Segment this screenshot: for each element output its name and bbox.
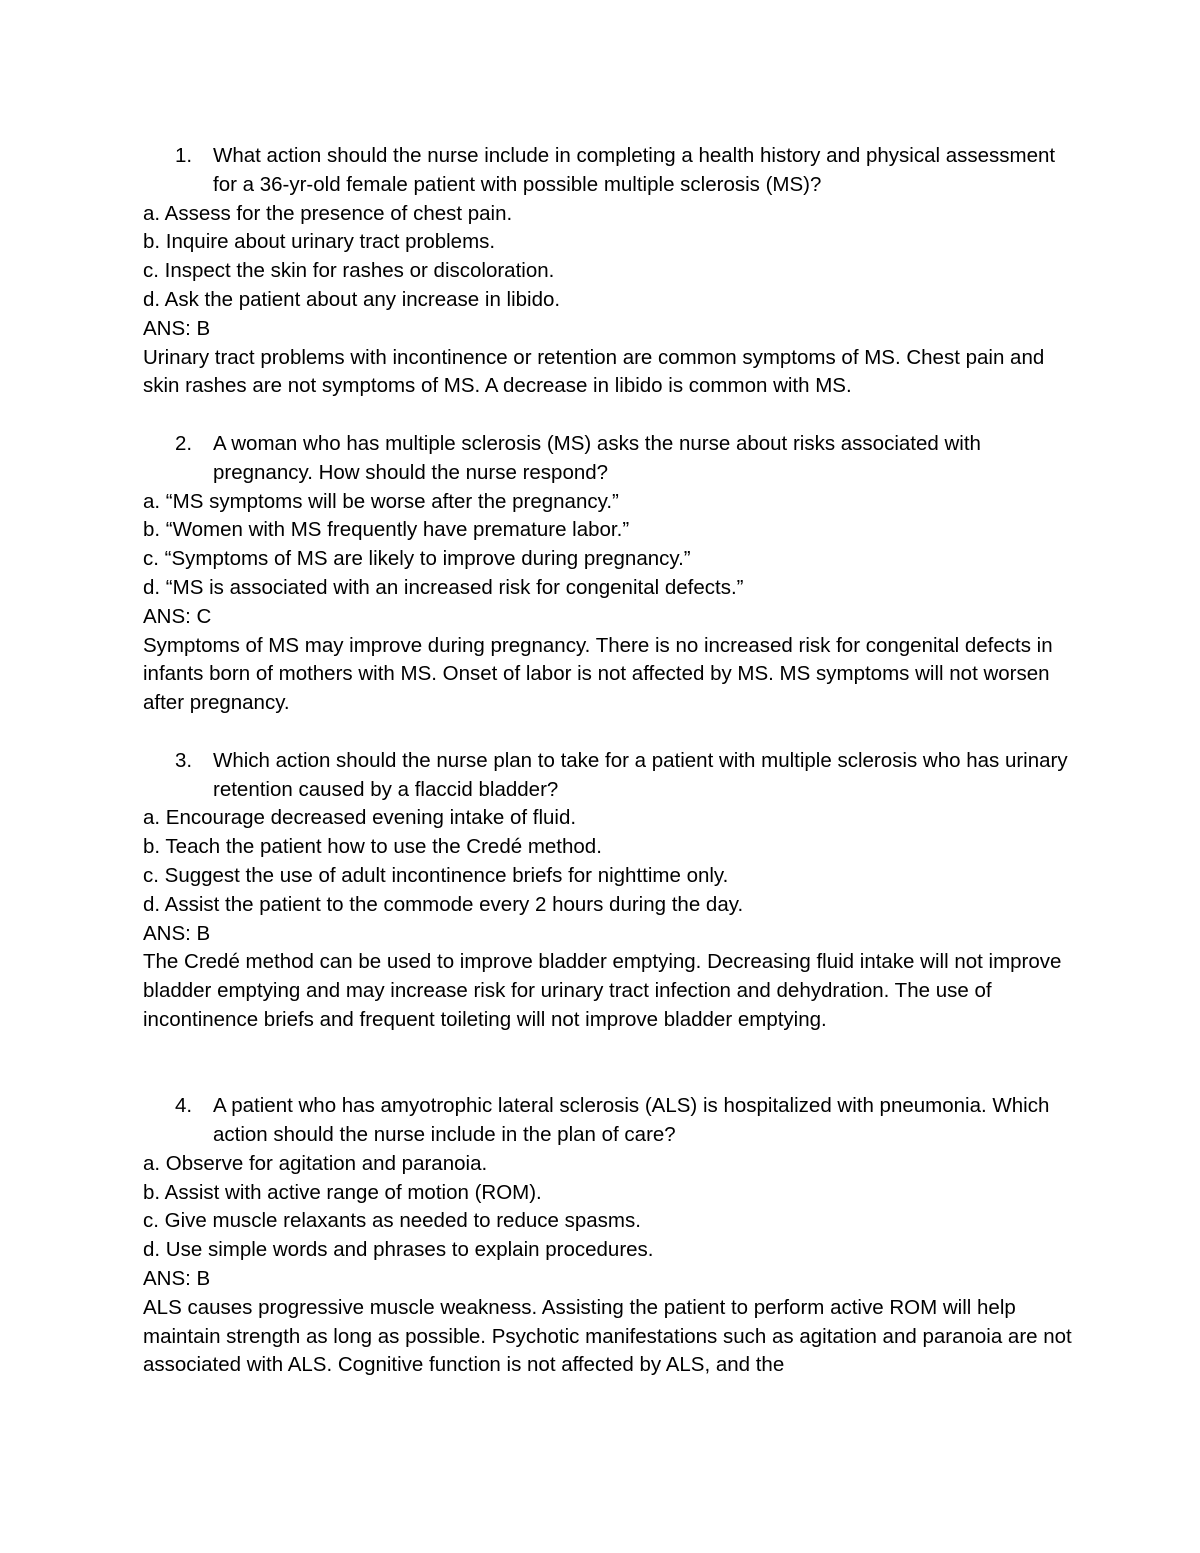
question-number: 4. <box>175 1094 193 1118</box>
question-number: 1. <box>175 144 193 167</box>
answer-key: ANS: C <box>143 604 212 628</box>
answer-key: ANS: B <box>143 1267 211 1291</box>
option-d: d. “MS is associated with an increased risk for congenital defects.” <box>143 575 744 599</box>
question-stem <box>175 747 1073 805</box>
question-stem <box>175 1092 1073 1150</box>
option-a: a. Observe for agitation and paranoia. <box>143 1151 488 1175</box>
question-text: A patient who has amyotrophic lateral sclerosis (ALS) is hospitalized with pneumonia. Which action should the nurse include in the plan of care? <box>213 1094 1050 1147</box>
document-body <box>143 142 1073 1380</box>
question-number: 3. <box>175 748 193 772</box>
question-text: What action should the nurse include in completing a health history and physical assessment for a 36-yr-old female patient with possible multiple sclerosis (MS)? <box>213 144 1056 196</box>
option-b: b. Inquire about urinary tract problems. <box>143 230 496 254</box>
question-block-4 <box>143 1092 1073 1380</box>
question-block-1 <box>143 142 1073 401</box>
question-block-3 <box>143 747 1073 1035</box>
spacer <box>143 401 1073 430</box>
option-d: d. Ask the patient about any increase in libido. <box>143 287 561 311</box>
question-text: A woman who has multiple sclerosis (MS) asks the nurse about risks associated with pregnancy. How should the nurse respond? <box>213 431 981 484</box>
option-a: a. Assess for the presence of chest pain. <box>143 201 513 225</box>
spacer <box>143 718 1073 747</box>
answer-key: ANS: B <box>143 921 211 945</box>
option-a: a. “MS symptoms will be worse after the pregnancy.” <box>143 489 619 513</box>
question-text: Which action should the nurse plan to take for a patient with multiple sclerosis who has urinary retention caused by a flaccid bladder? <box>213 748 1068 801</box>
option-d: d. Assist the patient to the commode every 2 hours during the day. <box>143 892 744 916</box>
rationale: Urinary tract problems with incontinence or retention are common symptoms of MS. Chest pain and skin rashes are not symptoms of MS. A decrease in libido is common with MS. <box>143 345 1045 398</box>
question-stem <box>175 142 1073 200</box>
question-number: 2. <box>175 431 193 455</box>
rationale: The Credé method can be used to improve bladder emptying. Decreasing fluid intake will not improve bladder emptying and may increase risk for urinary tract infection and dehydration. The use of incontinence briefs and frequent toileting will not improve bladder emptying. <box>143 950 1062 1031</box>
option-c: c. Inspect the skin for rashes or discoloration. <box>143 259 555 283</box>
option-b: b. Teach the patient how to use the Credé method. <box>143 835 602 859</box>
option-b: b. “Women with MS frequently have premature labor.” <box>143 518 630 542</box>
option-c: c. “Symptoms of MS are likely to improve during pregnancy.” <box>143 547 691 571</box>
rationale: ALS causes progressive muscle weakness. Assisting the patient to perform active ROM will help maintain strength as long as possible. Psychotic manifestations such as agitation and paranoia are not associated with ALS. Cognitive function is not affected by ALS, and the <box>143 1295 1072 1377</box>
question-stem <box>175 430 1073 488</box>
option-c: c. Suggest the use of adult incontinence briefs for nighttime only. <box>143 863 729 887</box>
option-d: d. Use simple words and phrases to explain procedures. <box>143 1238 654 1262</box>
rationale: Symptoms of MS may improve during pregnancy. There is no increased risk for congenital defects in infants born of mothers with MS. Onset of labor is not affected by MS. MS symptoms will not worsen after pregnancy. <box>143 633 1053 715</box>
option-c: c. Give muscle relaxants as needed to reduce spasms. <box>143 1209 641 1233</box>
answer-key: ANS: B <box>143 316 211 340</box>
spacer <box>143 1035 1073 1093</box>
option-b: b. Assist with active range of motion (ROM). <box>143 1180 542 1204</box>
option-a: a. Encourage decreased evening intake of fluid. <box>143 806 577 830</box>
question-block-2 <box>143 430 1073 718</box>
